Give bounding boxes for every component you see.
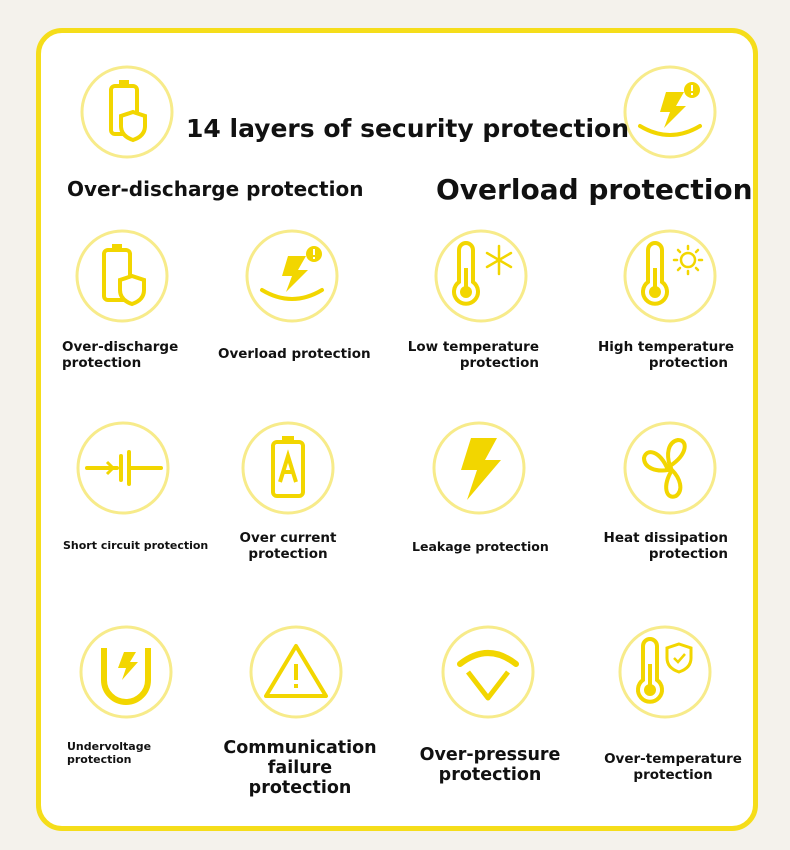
label-over-current: Over current protection xyxy=(239,530,337,562)
label-over-pressure: Over-pressure protection xyxy=(419,745,561,786)
thermometer-sun-icon xyxy=(622,228,718,324)
fan-icon xyxy=(622,420,718,516)
label-heat-dissipation: Heat dissipation protection xyxy=(603,530,728,562)
warning-triangle-icon xyxy=(248,624,344,720)
page-title: 14 layers of security protection xyxy=(186,114,630,143)
subtitle-right: Overload protection xyxy=(436,173,753,206)
battery-ampere-icon xyxy=(240,420,336,516)
subtitle-left: Over-discharge protection xyxy=(67,177,364,201)
lightning-warning-icon xyxy=(244,228,340,324)
thermometer-shield-icon xyxy=(617,624,713,720)
thermometer-snowflake-icon xyxy=(433,228,529,324)
battery-shield-icon xyxy=(79,64,175,160)
label-low-temperature: Low temperature protection xyxy=(407,339,539,371)
label-undervoltage: Undervoltage protection xyxy=(67,740,152,766)
lightning-bolt-icon xyxy=(431,420,527,516)
magnet-lightning-icon xyxy=(78,624,174,720)
pressure-gauge-icon xyxy=(440,624,536,720)
label-leakage: Leakage protection xyxy=(412,539,549,554)
label-communication-failure: Communication failure protection xyxy=(223,738,377,799)
short-circuit-icon xyxy=(75,420,171,516)
label-over-temperature: Over-temperature protection xyxy=(604,751,742,783)
battery-shield-icon xyxy=(74,228,170,324)
lightning-warning-icon xyxy=(622,64,718,160)
label-short-circuit: Short circuit protection xyxy=(63,539,209,552)
label-over-discharge: Over-discharge protection xyxy=(62,339,179,371)
label-high-temperature: High temperature protection xyxy=(598,339,735,371)
label-overload: Overload protection xyxy=(218,346,371,362)
